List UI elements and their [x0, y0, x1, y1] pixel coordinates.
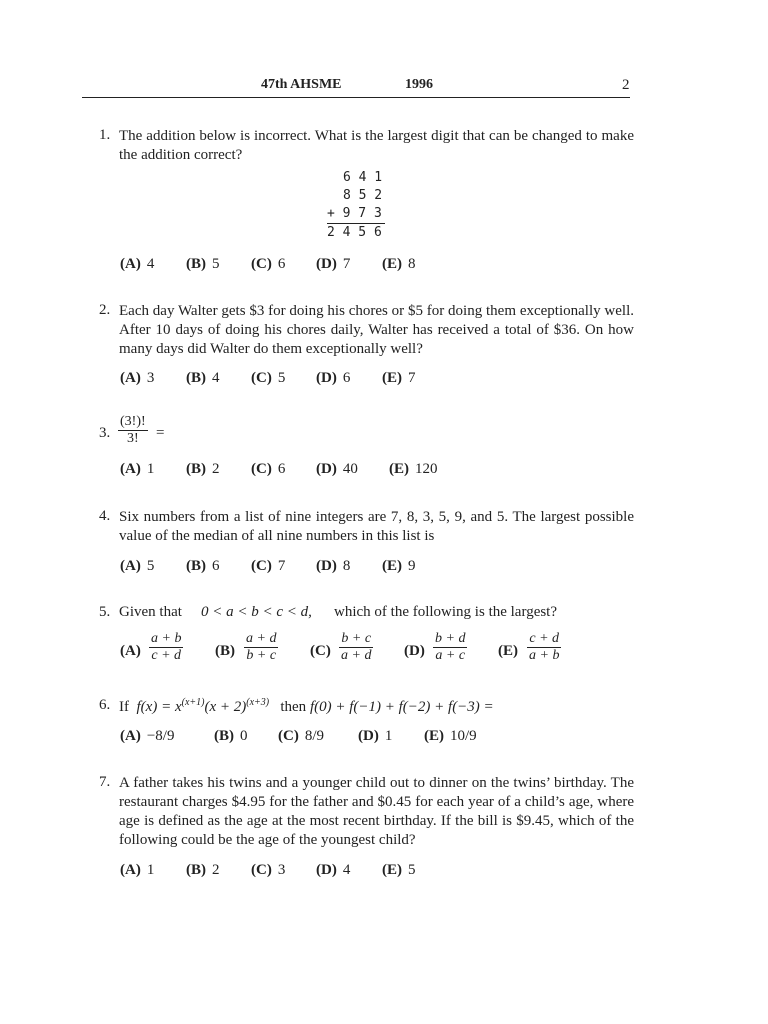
q5-choice-e-fraction: $\frac{c + d}{a + b}$	[529, 631, 560, 663]
q1-addend-3: + 9 7 3	[327, 206, 382, 221]
q6-formula: If $f(x) = x^{(x+1)}(x + 2)^{(x+3)}$ then f(0) + f(−1) + f(−2) + f(−3) =	[119, 697, 494, 715]
q6-number: 6.	[99, 697, 111, 713]
q2-text: Each day Walter gets $3 for doing his chores or $5 for doing them exceptionally well. After 10 days of doing his chores daily, Walter has received a total of $36. On how many days did Walter do them exceptionally well?	[119, 303, 634, 357]
q5-number: 5.	[99, 604, 111, 620]
q5-choice-b-fraction: $\frac{a + d}{b + c}$	[246, 631, 277, 663]
q5-condition: 0 < a < b < c < d,	[201, 604, 312, 620]
q3-choice-e: (E) 120	[389, 461, 438, 477]
q3-denominator: 3!	[118, 430, 148, 447]
q1-choice-c: (C) 6	[251, 256, 286, 272]
q3-choice-d: (D) 40	[316, 461, 358, 477]
q5-choice-e-label: (E)	[498, 643, 518, 659]
q4-choice-a: (A) 5	[120, 558, 155, 574]
q5-choice-c-fraction: $\frac{b + c}{a + d}$	[341, 631, 372, 663]
q7-choice-d: (D) 4	[316, 862, 351, 878]
q1-sum-line	[327, 223, 385, 224]
q6-choice-b: (B) 0	[214, 728, 248, 744]
header-year: 1996	[405, 77, 433, 92]
q1-sum: 2 4 5 6	[327, 225, 382, 240]
q1-choice-b: (B) 5	[186, 256, 220, 272]
q5-text-post: which of the following is the largest?	[334, 604, 558, 620]
q4-choice-e: (E) 9	[382, 558, 416, 574]
q6-choice-a: (A) −8/9	[120, 728, 175, 744]
q5-choice-c-label: (C)	[310, 643, 331, 659]
q1-choice-e: (E) 8	[382, 256, 416, 272]
q3-choice-c: (C) 6	[251, 461, 286, 477]
q4-choice-d: (D) 8	[316, 558, 351, 574]
q1-choice-a: (A) 4	[120, 256, 155, 272]
q6-choice-c: (C) 8/9	[278, 728, 324, 744]
q5-choice-a-fraction: $\frac{a + b}{c + d}$	[151, 631, 182, 663]
q4-choice-c: (C) 7	[251, 558, 286, 574]
q3-number: 3.	[99, 425, 111, 441]
q5-choice-a-label: (A)	[120, 643, 141, 659]
q7-choice-b: (B) 2	[186, 862, 220, 878]
q1-addend-2: 8 5 2	[343, 188, 383, 203]
q2-number: 2.	[99, 302, 111, 318]
q3-fraction	[118, 414, 148, 447]
q3-choice-b: (B) 2	[186, 461, 220, 477]
header-rule	[82, 97, 630, 98]
q7-choice-a: (A) 1	[120, 862, 155, 878]
q7-choice-c: (C) 3	[251, 862, 286, 878]
q1-addend-1: 6 4 1	[343, 170, 383, 185]
q5-text-pre: Given that	[119, 604, 182, 620]
q3-numerator: (3!)!	[120, 414, 146, 429]
q5-choice-d-label: (D)	[404, 643, 425, 659]
q2-choice-a: (A) 3	[120, 370, 155, 386]
q2-choice-e: (E) 7	[382, 370, 416, 386]
q6-choice-d: (D) 1	[358, 728, 393, 744]
q2-choice-b: (B) 4	[186, 370, 220, 386]
q5-choice-b-label: (B)	[215, 643, 235, 659]
q1-choice-d: (D) 7	[316, 256, 351, 272]
q3-choice-a: (A) 1	[120, 461, 155, 477]
q4-choice-b: (B) 6	[186, 558, 220, 574]
q3-equals: =	[156, 425, 165, 441]
q7-number: 7.	[99, 774, 111, 790]
q6-choice-e: (E) 10/9	[424, 728, 477, 744]
q4-text: Six numbers from a list of nine integers are 7, 8, 3, 5, 9, and 5. The largest possible value of the median of all nine numbers in this list is	[119, 509, 634, 544]
q1-text: The addition below is incorrect. What is the largest digit that can be changed to make the addition correct?	[119, 128, 634, 163]
q7-text: A father takes his twins and a younger child out to dinner on the twins’ birthday. The restaurant charges $4.95 for the father and $0.45 for each year of a child’s age, where age is defined as the age at the most recent birthday. If the bill is $9.45, which of the following could be the age of the youngest child?	[119, 775, 634, 848]
q7-choice-e: (E) 5	[382, 862, 416, 878]
q2-choice-c: (C) 5	[251, 370, 286, 386]
header-title: 47th AHSME	[261, 77, 342, 92]
q4-number: 4.	[99, 508, 111, 524]
q1-number: 1.	[99, 127, 111, 143]
page-number: 2	[622, 77, 630, 93]
q2-choice-d: (D) 6	[316, 370, 351, 386]
q5-choice-d-fraction: $\frac{b + d}{a + c}$	[435, 631, 466, 663]
